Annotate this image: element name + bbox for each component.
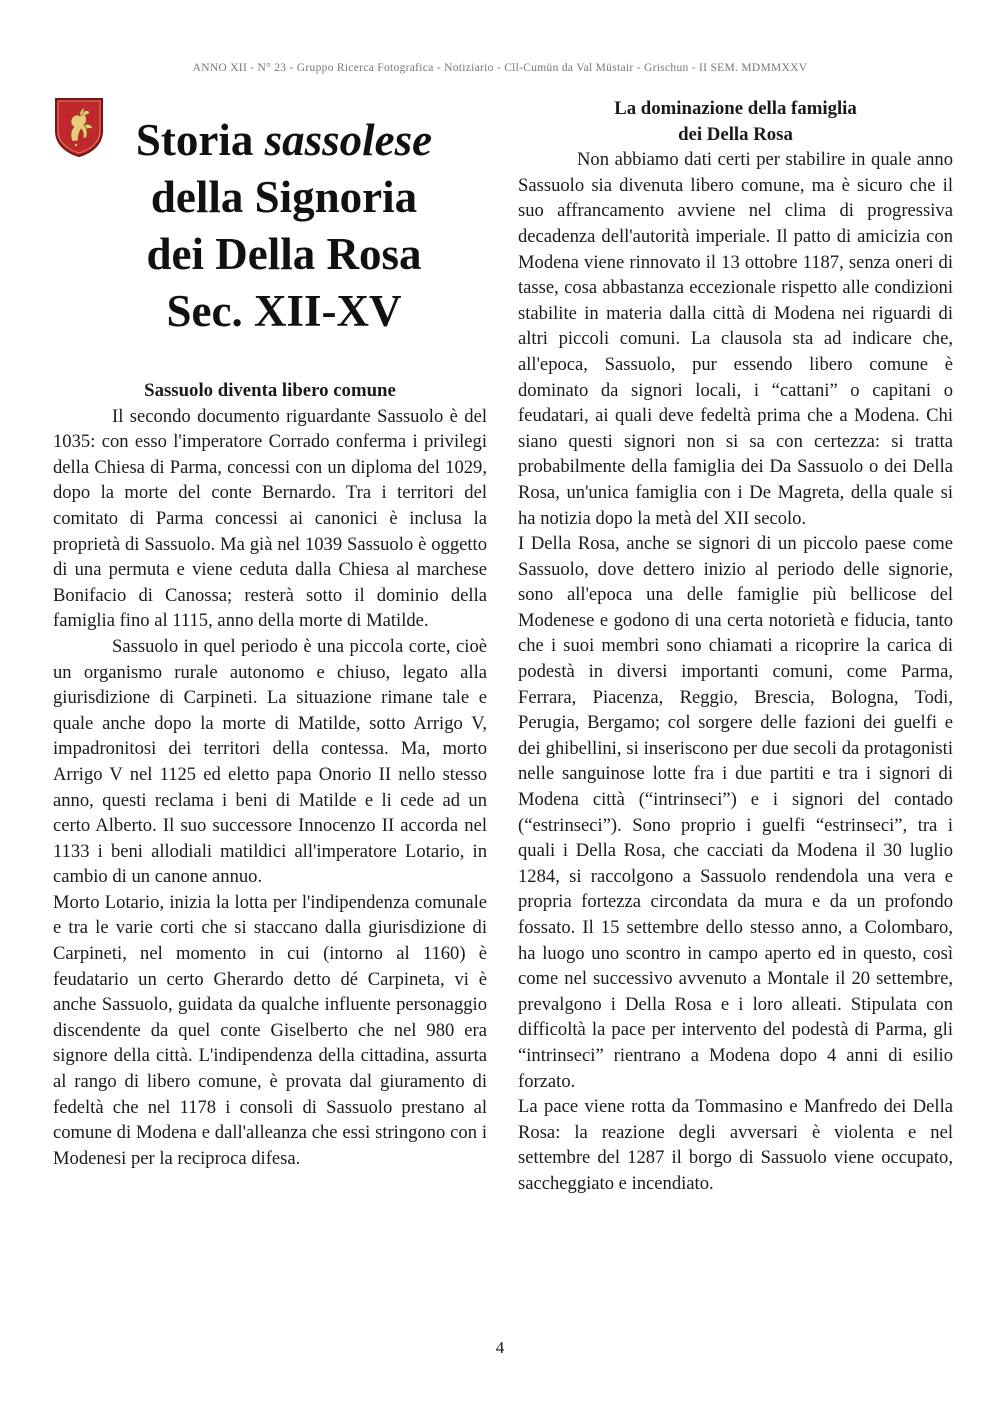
heading-line-1: La dominazione della famiglia	[614, 98, 857, 119]
page-number: 4	[495, 1338, 505, 1357]
paragraph: Sassuolo in quel periodo è una piccola corte, cioè un organismo rurale autonomo e chiuso, legato alla giurisdizione di Carpineti. La situazione rimane tale e quale anche dopo la morte di Matilde, sotto Arrigo V, impadronitosi dei territori della contessa. Ma, morto Arrigo V nel 1125 ed eletto papa Onorio II nello stesso anno, questi reclama i beni di Matilde e li cede ad un certo Alberto. Il suo successore Innocenzo II accorda nel 1133 i beni allodiali matildici all'imperatore Lotario, in cambio di un canone annuo.	[53, 635, 487, 888]
paragraph: La pace viene rotta da Tommasino e Manfredo dei Della Rosa: la reazione degli avversari è violenta e nel settembre del 1287 il borgo di Sassuolo viene occupato, saccheggiato e incendiato.	[518, 1096, 953, 1194]
running-header: ANNO XII - N° 23 - Gruppo Ricerca Fotografica - Notiziario - Cll-Cumün da Val Müstair - Grischun - II SEM. MDMMXXV	[192, 62, 808, 74]
title-word-sassolese: sassolese	[264, 115, 433, 165]
paragraph: Non abbiamo dati certi per stabilire in quale anno Sassuolo sia divenuta libero comune, ma è sicuro che il suo affrancamento avviene nel clima di progressiva decadenza dell'autorità imperiale. Il patto di amicizia con Modena viene rinnovato il 13 ottobre 1187, senza oneri di tasse, cosa abbastanza eccezionale rispetto alle condizioni stabilite in materia dalla città di Modena nei riguardi di altri piccoli comuni. La clausola sta ad indicare che, all'epoca, Sassuolo, pur essendo libero comune è dominato da signori locali, i “cattani” o capitani o feudatari, ai quali deve fedeltà prima che a Modena. Chi siano questi signori non si sa con certezza: si tratta probabilmente della famiglia dei Da Sassuolo o dei Della Rosa, un'unica famiglia con i De Magreta, della quale si ha notizia dopo la metà del XII secolo.	[518, 149, 953, 529]
left-column	[53, 378, 487, 1171]
title-line-2: della Signoria	[150, 172, 418, 222]
section-heading-libero-comune: Sassuolo diventa libero comune	[144, 380, 396, 401]
section-heading-dominazione	[518, 96, 953, 147]
coat-of-arms-icon	[54, 97, 104, 157]
title-line-4: Sec. XII-XV	[166, 286, 402, 336]
title-word-storia: Storia	[135, 115, 265, 165]
title-line-1	[104, 112, 464, 169]
right-column	[518, 96, 953, 1197]
paragraph: I Della Rosa, anche se signori di un piccolo paese come Sassuolo, dove dettero inizio al periodo delle signorie, sono all'epoca una delle famiglie più bellicose del Modenese e godono di una certa notorietà e fiducia, tanto che i suoi membri sono chiamati a ricoprire la carica di podestà in diversi importanti comuni, come Parma, Ferrara, Piacenza, Reggio, Brescia, Bologna, Todi, Perugia, Bergamo; col sorgere delle fazioni dei guelfi e dei ghibellini, si inseriscono per due secoli da protagonisti nelle sanguinose lotte fra i due partiti e tra i signori di Modena città (“intrinseci”) e i signori del contado (“estrinseci”). Sono proprio i guelfi “estrinseci”, tra i quali i Della Rosa, che cacciati da Modena il 30 luglio 1284, si raccolgono a Sassuolo rendendola una vera e propria fortezza circondata da mura e da un profondo fossato. Il 15 settembre dello stesso anno, a Colombaro, ha luogo uno scontro in campo aperto ed in questo, così come nel successivo avvenuto a Montale il 20 settembre, prevalgono i Della Rosa e i loro alleati. Stipulata con difficoltà la pace per intervento del podestà di Parma, gli “intrinseci” rientrano a Modena dopo 4 anni di esilio forzato.	[518, 533, 953, 1092]
article-title	[104, 112, 464, 340]
title-line-3: dei Della Rosa	[146, 229, 422, 279]
paragraph: Morto Lotario, inizia la lotta per l'indipendenza comunale e tra le varie corti che si staccano dalla giurisdizione di Carpineti, nel momento in cui (intorno al 1160) è feudatario un certo Gherardo detto dé Carpineta, vi è anche Sassuolo, guidata da qualche influente personaggio discendente da quel conte Giselberto che nel 980 era signore della città. L'indipendenza della cittadina, assurta al rango di libero comune, è provata dal giuramento di fedeltà che nel 1178 i consoli di Sassuolo prestano al comune di Modena e dall'alleanza che essi stringono con i Modenesi per la reciproca difesa.	[53, 891, 487, 1169]
heading-line-2: dei Della Rosa	[678, 123, 793, 145]
paragraph: Il secondo documento riguardante Sassuolo è del 1035: con esso l'imperatore Corrado conferma i privilegi della Chiesa di Parma, concessi con un diploma del 1029, dopo la morte del conte Bernardo. Tra i territori del comitato di Parma concessi ai canonici è inclusa la proprietà di Sassuolo. Ma già nel 1039 Sassuolo è oggetto di una permuta e viene ceduta dalla Chiesa al marchese Bonifacio di Canossa; resterà sotto il dominio della famiglia fino al 1115, anno della morte di Matilde.	[53, 405, 487, 632]
